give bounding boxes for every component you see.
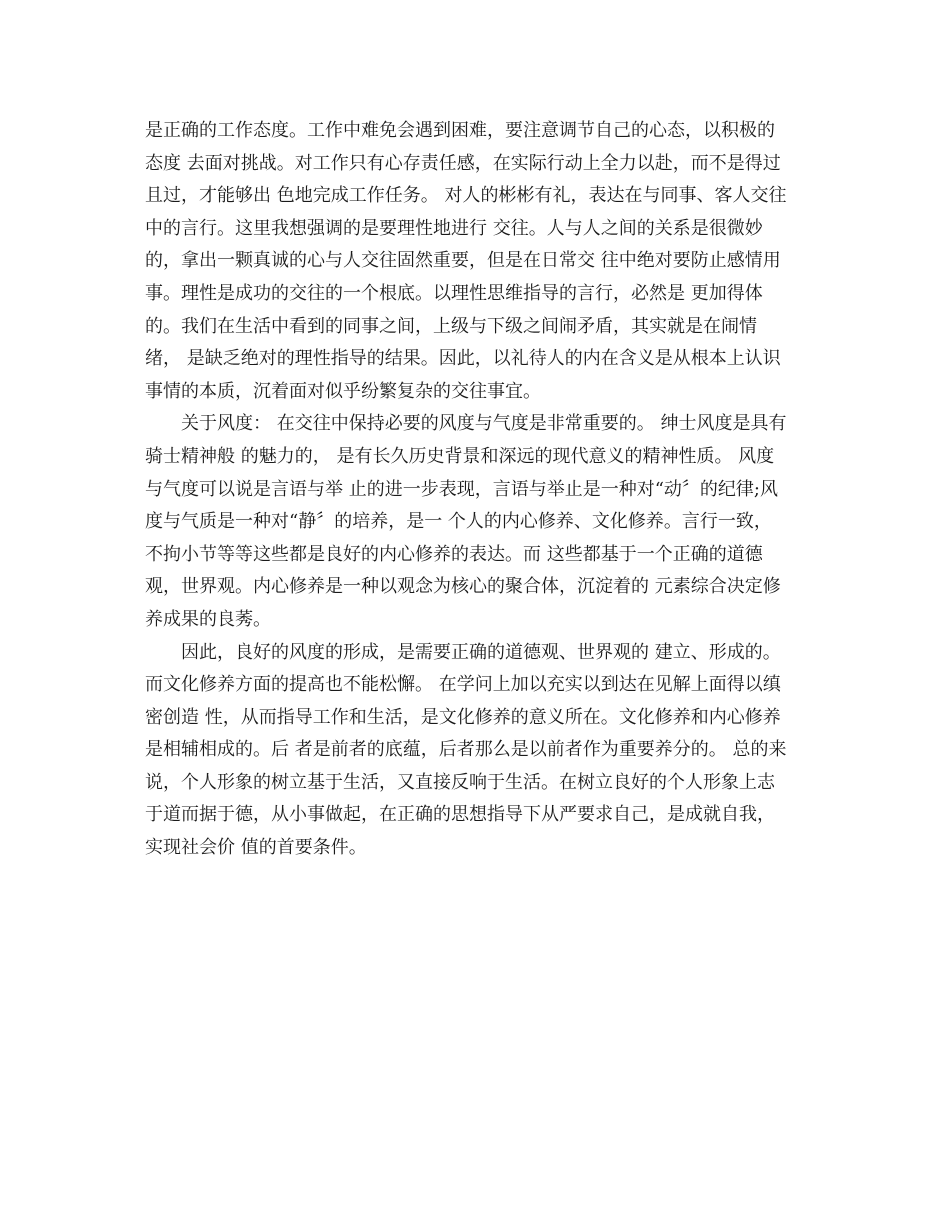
text-line: 密创造 性，从而指导工作和生活，是文化修养的意义所在。文化修养和内心修养 — [145, 706, 781, 728]
text-line: 的，拿出一颗真诚的心与人交往固然重要，但是在日常交 往中绝对要防止感情用 — [145, 250, 781, 272]
document-body — [145, 115, 810, 865]
text-line: 说，个人形象的树立基于生活，又直接反响于生活。在树立良好的个人形象上志 — [145, 771, 775, 793]
text-line: 且过，才能够出 色地完成工作任务。 对人的彬彬有礼，表达在与同事、客人交往 — [145, 185, 787, 207]
text-line: 而文化修养方面的提高也不能松懈。 在学问上加以充实以到达在见解上面得以缜 — [145, 674, 781, 696]
text-line: 事。理性是成功的交往的一个根底。以理性思维指导的言行，必然是 更加得体 — [145, 282, 763, 304]
text-line: 态度 去面对挑战。对工作只有心存责任感，在实际行动上全力以赴，而不是得过 — [145, 152, 781, 174]
text-line: 因此，良好的风度的形成，是需要正确的道德观、世界观的 建立、形成的。 — [145, 641, 781, 663]
text-line: 绪， 是缺乏绝对的理性指导的结果。因此，以礼待人的内在含义是从根本上认识 — [145, 348, 781, 370]
text-line: 关于风度： 在交往中保持必要的风度与气度是非常重要的。 绅士风度是具有 — [145, 413, 787, 435]
text-line: 于道而据于德，从小事做起，在正确的思想指导下从严要求自己，是成就自我， — [145, 804, 775, 826]
text-line: 实现社会价 值的首要条件。 — [145, 837, 367, 859]
text-line: 骑士精神般 的魅力的， 是有长久历史背景和深远的现代意义的精神性质。 风度 — [145, 445, 775, 467]
text-line: 是相辅相成的。后 者是前者的底蕴，后者那么是以前者作为重要养分的。 总的来 — [145, 739, 787, 761]
text-line: 事情的本质，沉着面对似乎纷繁复杂的交往事宜。 — [145, 380, 541, 402]
paragraph-3 — [145, 637, 810, 865]
text-line: 不拘小节等等这些都是良好的内心修养的表达。而 这些都基于一个正确的道德 — [145, 543, 763, 565]
text-line: 度与气质是一种对“静〞的培养，是一 个人的内心修养、文化修养。言行一致， — [145, 511, 772, 533]
paragraph-2 — [145, 408, 810, 636]
text-line: 是正确的工作态度。工作中难免会遇到困难，要注意调节自己的心态，以积极的 — [145, 120, 775, 141]
text-line: 与气度可以说是言语与举 止的进一步表现，言语与举止是一种对“动〞的纪律;风 — [145, 478, 778, 500]
text-line: 观，世界观。内心修养是一种以观念为核心的聚合体，沉淀着的 元素综合决定修 — [145, 576, 781, 598]
text-line: 的。我们在生活中看到的同事之间，上级与下级之间闹矛盾，其实就是在闹情 — [145, 315, 757, 337]
text-line: 养成果的良莠。 — [145, 608, 271, 630]
text-line: 中的言行。这里我想强调的是要理性地进行 交往。人与人之间的关系是很微妙 — [145, 217, 763, 239]
paragraph-1 — [145, 115, 810, 408]
